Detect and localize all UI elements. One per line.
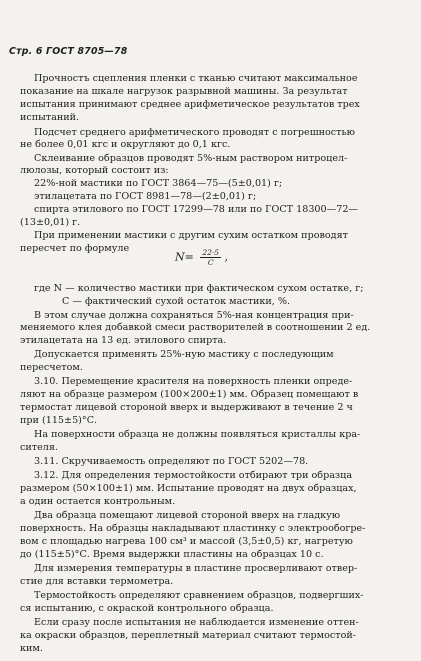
text-line: сителя. <box>20 442 58 453</box>
page-header: Стр. 6 ГОСТ 8705—78 <box>9 46 128 57</box>
text-line: вом с площадью нагрева 100 см³ и массой (3,5±0,5) кг, нагретую <box>20 536 353 547</box>
text-line: не более 0,01 кгс и округляют до 0,1 кгс. <box>20 139 231 150</box>
text-line: Допускается применять 25%-ную мастику с последующим <box>34 349 334 360</box>
text-line: В этом случае должна сохраняться 5%-ная концентрация при- <box>34 310 354 321</box>
text-line: 3.12. Для определения термостойкости отбирают три образца <box>34 470 353 481</box>
text-line: где N — количество мастики при фактическом сухом остатке, г; <box>34 283 364 294</box>
text-line: ляют на образце размером (100×200±1) мм. Образец помещают в <box>20 389 359 400</box>
text-line: ся испытанию, с окраской контрольного образца. <box>20 603 274 614</box>
text-line: пересчетом. <box>20 362 83 373</box>
text-line: C — фактический сухой остаток мастики, %. <box>62 296 291 307</box>
formula-lhs: N= <box>175 250 194 264</box>
text-line: 3.10. Перемещение красителя на поверхность пленки опреде- <box>34 376 353 387</box>
text-line: (13±0,01) г. <box>20 217 81 228</box>
formula-denominator: C <box>207 258 214 267</box>
text-line: Термостойкость определяют сравнением образцов, подвергших- <box>34 590 364 601</box>
formula-fraction <box>200 248 221 267</box>
text-line: спирта этилового по ГОСТ 17299—78 или по ГОСТ 18300—72— <box>34 204 359 215</box>
text-line: На поверхности образца не должны появляться кристаллы кра- <box>34 429 361 440</box>
text-line: размером (50×100±1) мм. Испытание проводят на двух образцах, <box>20 483 357 494</box>
text-line: до (115±5)°С. Время выдержки пластины на образцах 10 с. <box>20 549 324 560</box>
text-line: термостат лицевой стороной вверх и выдерживают в течение 2 ч <box>20 402 353 413</box>
text-line: показание на шкале нагрузок разрывной машины. За результат <box>20 86 348 97</box>
text-line: этилацетата по ГОСТ 8981—78—(2±0,01) г; <box>34 191 257 202</box>
text-line: ка окраски образцов, переплетный материал считают термостой- <box>20 630 357 641</box>
text-line: при (115±5)°С. <box>20 415 98 426</box>
text-line: испытаний. <box>20 112 80 123</box>
text-line: 3.11. Скручиваемость определяют по ГОСТ 5202—78. <box>34 456 309 467</box>
text-line: При применении мастики с другим сухим остатком проводят <box>34 230 348 241</box>
text-line: а один остается контрольным. <box>20 496 176 507</box>
text-line: стие для вставки термометра. <box>20 576 174 587</box>
text-line: Подсчет среднего арифметического проводят с погрешностью <box>34 127 356 138</box>
text-line: этилацетата на 13 ед. этилового спирта. <box>20 335 227 346</box>
text-line: Если сразу после испытания не наблюдается изменение оттен- <box>34 617 359 628</box>
text-line: Для измерения температуры в пластине просверливают отвер- <box>34 563 358 574</box>
text-line: пересчет по формуле <box>20 243 130 254</box>
text-line: поверхность. На образцы накладывают пластинку с электрообогре- <box>20 523 366 534</box>
text-line: Прочностъ сцепления пленки с тканью считают максимальное <box>34 73 358 84</box>
text-line: Склеивание образцов проводят 5%-ным раствором нитроцел- <box>34 153 348 164</box>
text-line: люлозы, который состоит из: <box>20 165 169 176</box>
text-line: 22%-ной мастики по ГОСТ 3864—75—(5±0,01) г; <box>34 178 283 189</box>
formula-tail: , <box>224 250 229 264</box>
text-line: испытания принимают среднее арифметическое результатов трех <box>20 99 360 110</box>
formula-numerator: 22·5 <box>202 248 220 257</box>
formula <box>175 248 228 267</box>
text-line: меняемого клея добавкой смеси растворителей в соотношении 2 ед. <box>20 322 371 333</box>
text-line: ким. <box>20 643 43 654</box>
text-line: Два образца помещают лицевой стороной вверх на гладкую <box>34 510 341 521</box>
